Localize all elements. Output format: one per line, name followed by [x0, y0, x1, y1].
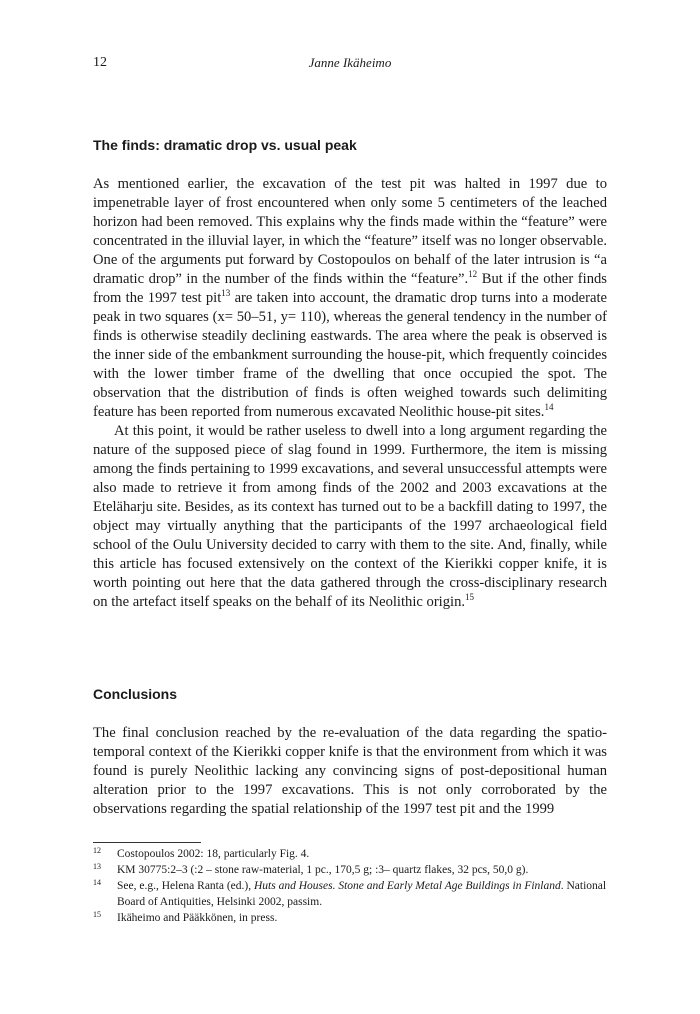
footnote-number: 13	[93, 862, 101, 871]
footnote-number: 15	[93, 910, 101, 919]
paragraph-finds-1: As mentioned earlier, the excavation of the test pit was halted in 1997 due to impenetrable layer of frost encountered when only some 5 centimeters of the leached horizon had been removed. This explains why the finds made within the “feature” were concentrated in the illuvial layer, in which the “feature” itself was no longer observable. One of the arguments put forward by Costopoulos on behalf of the later intrusion is “a dramatic drop” in the number of the finds within the “feature”.$^{12}$ But if the other finds from the 1997 test pit$^{13}$ are taken into account, the dramatic drop turns into a moderate peak in two squares (x= 50–51, y= 110), whereas the general tendency in the number of finds is otherwise steadily declining eastwards. The area where the peak is observed is the inner side of the embankment surrounding the house-pit, which frequently coincides with the lower timber frame of the dwelling that once occupied the spot. The observation that the distribution of finds is often weighed towards such delimiting feature has been reported from numerous excavated Neolithic house-pit sites.$^{14}$	[93, 176, 607, 420]
footnote-text: KM 30775:2–3 (:2 – stone raw-material, 1 pc., 170,5 g; :3– quartz flakes, 32 pcs, 50,0 g).	[117, 864, 529, 876]
footnote-book-title: Huts and Houses. Stone and Early Metal Age Buildings in Finland	[253, 880, 561, 892]
section-finds-body	[93, 175, 607, 612]
section-heading-conclusions: Conclusions	[93, 686, 178, 702]
paragraph-finds-2: At this point, it would be rather useless to dwell into a long argument regarding the nature of the supposed piece of slag found in 1999. Furthermore, the item is missing among the finds pertaining to 1999 excavations, and several unsuccessful attempts were also made to retrieve it from among finds of the 2002 and 2003 excavations at the Eteläharju site. Besides, as its context has turned out to be a backfill dating to 1997, the object may virtually anything that the participants of the 1997 archaeological field school of the Oulu University decided to carry with them to the site. And, finally, while this article has focused extensively on the context of the Kierikki copper knife, it is worth pointing out here that the data gathered through the cross-disciplinary research on the artefact itself speaks on the behalf of its Neolithic origin.$^{15}$	[93, 423, 607, 610]
running-header	[93, 55, 607, 75]
page-number: 12	[93, 55, 107, 70]
footnote-item	[93, 862, 607, 878]
footnotes	[93, 846, 607, 926]
footnote-text: Ikäheimo and Pääkkönen, in press.	[117, 912, 278, 924]
footnote-text: See, e.g., Helena Ranta (ed.), Huts and Houses. Stone and Early Metal Age Buildings in Finland. National Board of Antiquities, Helsinki 2002, passim.	[117, 880, 607, 908]
footnote-ref-14[interactable]: 14	[544, 402, 554, 412]
paragraph-conclusions-1: The final conclusion reached by the re-evaluation of the data regarding the spatio-temporal context of the Kierikki copper knife is that the environment from which it was found is purely Neolithic lacking any convincing signs of post-depositional human alteration prior to the 1997 excavations. This is not only corroborated by the observations regarding the spatial relationship of the 1997 test pit and the 1999	[93, 725, 607, 817]
footnote-number: 12	[93, 846, 101, 855]
footnote-number: 14	[93, 878, 101, 887]
footnote-ref-15[interactable]: 15	[465, 592, 475, 602]
footnote-ref-13[interactable]: 13	[221, 288, 231, 298]
footnote-separator	[93, 842, 201, 843]
footnote-text: Costopoulos 2002: 18, particularly Fig. 4.	[117, 848, 310, 860]
section-conclusions-body	[93, 724, 607, 819]
footnote-item	[93, 878, 607, 910]
running-author: Janne Ikäheimo	[308, 55, 392, 70]
footnote-item	[93, 910, 607, 926]
footnote-ref-12[interactable]: 12	[468, 269, 478, 279]
section-heading-finds: The finds: dramatic drop vs. usual peak	[93, 137, 357, 153]
footnote-item	[93, 846, 607, 862]
